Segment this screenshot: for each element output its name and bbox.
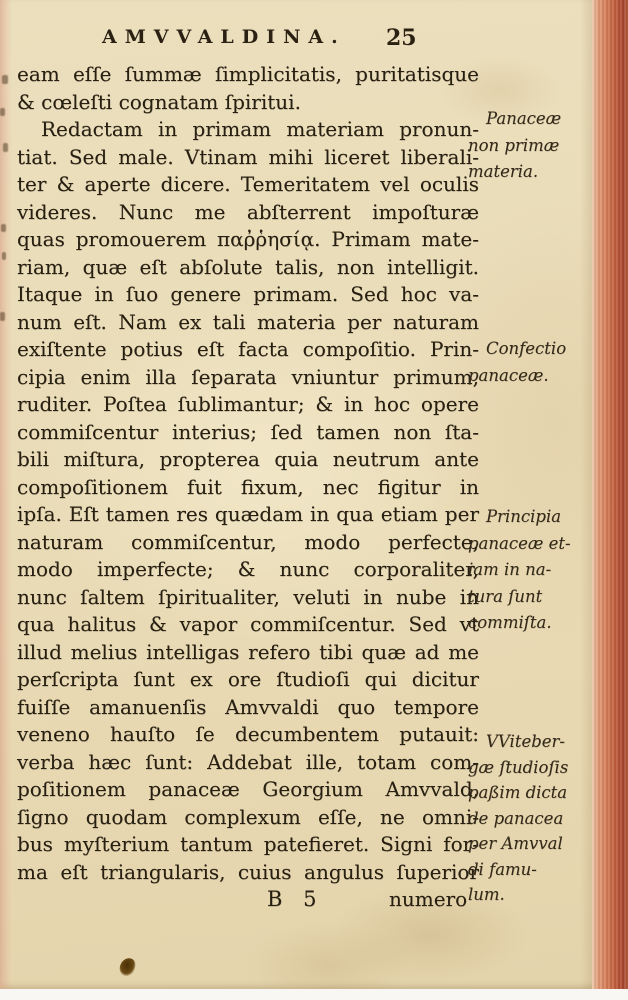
text-line: veneno hauſto ſe decumbentem putauit: [17, 722, 479, 746]
text-line: videres. Nunc me abſterrent impoſturæ [17, 199, 479, 224]
text-line: ruditer. Poſtea ſublimantur; & in hoc opere [17, 392, 479, 416]
margin-note-line: de panacea [468, 808, 564, 828]
ink-spot [118, 957, 136, 978]
margin-note-line: Confectio [486, 339, 567, 358]
text-line: quas promouerem παῤῥησίᾳ. Primam mate- [17, 227, 479, 251]
margin-note [468, 504, 592, 637]
margin-note-line: Panaceæ [486, 109, 562, 128]
page-number: 25 [386, 25, 417, 51]
text-line: illud melius intelligas refero tibi quæ ad me [17, 639, 479, 664]
text-line: bili miſtura, propterea quia neutrum ante [17, 447, 479, 471]
margin-note-line: per Amvval [468, 834, 563, 853]
margin-note-line: lum. [468, 885, 505, 904]
text-line: modo imperfecte; & nunc corporaliter, [17, 557, 479, 581]
margin-note [468, 106, 592, 186]
text-line: Redactam in primam materiam pronun- [41, 117, 479, 141]
margin-note [468, 336, 592, 389]
book-fore-edge [592, 0, 628, 989]
text-line: nunc ſaltem ſpiritualiter, veluti in nube in [17, 584, 479, 609]
margin-note-line: paßim dicta [468, 783, 568, 802]
margin-note-line: di famu- [468, 859, 537, 879]
text-line: ſigno quodam complexum eſſe, ne omni- [17, 804, 479, 829]
text-line: num eſt. Nam ex tali materia per naturam [17, 309, 479, 334]
margin-note-line: Principia [486, 507, 562, 526]
text-line: eam eſſe ſummæ ſimplicitatis, puritatisque [17, 62, 479, 86]
margin-note-line: non primæ [468, 135, 560, 155]
page-edge-shadow [580, 0, 592, 989]
margin-note-line: panaceæ. [468, 365, 549, 385]
show-through-mark [3, 143, 8, 152]
text-line: qua halitus & vapor commiſcentur. Sed vt [17, 612, 479, 636]
margin-note-line: commiſta. [468, 613, 552, 632]
text-line: ter & aperte dicere. Temeritatem vel oculis [17, 172, 479, 196]
show-through-mark [2, 75, 8, 84]
text-line: naturam commiſcentur, modo perfecte, [17, 529, 479, 554]
text-line: Itaque in ſuo genere primam. Sed hoc va- [17, 282, 479, 306]
text-line: verba hæc ſunt: Addebat ille, totam com- [17, 749, 479, 774]
text-line: bus myſterium tantum patefieret. Signi for- [17, 832, 479, 856]
scan-background-strip [0, 989, 628, 1000]
text-line: fuiſſe amanuenſis Amvvaldi quo tempore [17, 694, 479, 719]
text-line: perſcripta ſunt ex ore ſtudioſi qui dicitur [17, 667, 479, 691]
text-line: commiſcentur interius; ſed tamen non ſta- [17, 419, 479, 444]
show-through-mark [1, 224, 6, 232]
show-through-mark [0, 108, 5, 116]
running-title: AMVVALDINA. [102, 26, 346, 48]
text-line: exiſtente potius eſt facta compoſitio. Prin- [17, 337, 479, 361]
margin-note-line: VViteber- [486, 732, 566, 751]
text-line: riam, quæ eſt abſolute talis, non intelligit. [17, 254, 479, 279]
text-line: compoſitionem fuit fixum, nec figitur in [17, 474, 479, 499]
main-text-block [17, 61, 479, 914]
text-line: tiat. Sed male. Vtinam mihi liceret liberali- [17, 144, 479, 169]
margin-note-line: materia. [468, 162, 539, 181]
show-through-mark [2, 252, 6, 260]
text-line: & cœleſti cognatam ſpiritui. [17, 89, 301, 114]
signature-mark: B 5 [267, 887, 317, 911]
margin-note-line: tura ſunt [468, 586, 543, 606]
text-line: ma eſt triangularis, cuius angulus ſuperior [17, 859, 479, 884]
direction-line [17, 886, 479, 914]
text-line: poſitionem panaceæ Georgium Amvvald, [17, 777, 479, 801]
margin-note-line: iam in na- [468, 560, 552, 579]
margin-note [468, 729, 592, 908]
margin-note-line: panaceæ et- [468, 533, 571, 553]
text-line: ipſa. Eſt tamen res quædam in qua etiam per [17, 502, 479, 526]
text-line: cipia enim illa ſeparata vniuntur primum, [17, 364, 479, 389]
catchword: numero [389, 887, 468, 911]
margin-note-line: gæ ſtudioſis [468, 757, 569, 777]
show-through-mark [0, 312, 5, 321]
